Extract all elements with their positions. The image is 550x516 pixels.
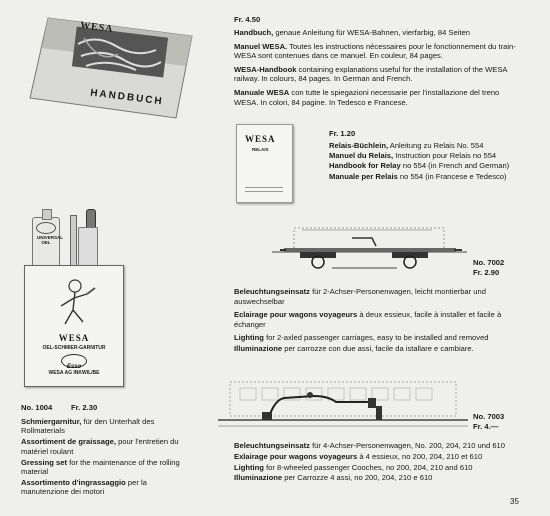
relais-line-de: Relais-Büchlein, Anleitung zu Relais No. 554 xyxy=(329,141,484,150)
oil-tube-text: UNIVERSAL OEL xyxy=(37,235,64,245)
relais-line-fr: Manuel du Relais, Instruction pour Relais no 554 xyxy=(329,151,497,161)
oil-tube-logo xyxy=(36,222,56,234)
item-7003-number: No. 7003 xyxy=(473,412,505,421)
item-1004-number: No. 1004 xyxy=(21,403,53,412)
oil-kit-esso-logo: Esso xyxy=(61,354,87,368)
item-7003-line-de: Beleuchtungseinsatz für 4-Achser-Personenwagen, No. 200, 204, 210 und 610 xyxy=(234,441,505,450)
item-7003-price: Fr. 4.— xyxy=(473,422,499,431)
item-7002-line-en: Lighting for 2-axled passenger carriages, easy to be installed and removed xyxy=(234,333,489,343)
item-1004-line-it: Assortimento d'ingrassaggio per la manutenzione dei motori xyxy=(21,478,147,497)
oil-kit-brand: WESA xyxy=(58,333,90,343)
relais-line-it: Manuale per Relais no 554 (in Francese e Tedesco) xyxy=(329,171,507,181)
relais-description xyxy=(329,141,529,182)
item-7002-line-it: Illuminazione per carrozze con due assi, facile da istallare e cambiare. xyxy=(234,343,474,353)
handbuch-cover-title: HANDBUCH xyxy=(89,87,165,108)
coach-7003-image xyxy=(218,376,468,434)
handbuch-line-en: WESA-Handbook containing explanations useful for the installation of the WESA railway. In colours, 84 pages. In German and French. xyxy=(234,64,508,84)
relais-price: Fr. 1.20 xyxy=(329,129,356,138)
item-7003-line-fr: Exlairage pour wagons voyageurs à 4 essieux, no 200, 204, 210 et 610 xyxy=(234,451,483,461)
item-7003-description xyxy=(234,441,526,484)
oil-kit-figure-icon xyxy=(47,276,101,330)
oil-kit-line1: OEL-SCHMIER-GARNITUR xyxy=(42,345,106,351)
oil-tube-cap xyxy=(42,209,52,220)
relais-booklet-image xyxy=(236,124,293,203)
item-1004-line-en: Gressing set for the maintenance of the rolling material xyxy=(21,457,180,477)
oil-kit-image xyxy=(20,205,130,390)
item-1004-price: Fr. 2.30 xyxy=(71,403,98,412)
page-number: 35 xyxy=(510,497,519,506)
item-7002-line-de: Beleuchtungseinsatz für 2-Achser-Personenwagen, leicht montierbar und auswechselbar xyxy=(234,287,486,306)
wagon-7002-image xyxy=(272,218,467,276)
handbuch-line-de: Handbuch, genaue Anleitung für WESA-Bahnen, vierfarbig, 84 Seiten xyxy=(234,28,470,37)
item-7003-line-en: Lighting for 8-wheeled passenger Cooches, no 200, 204, 210 and 610 xyxy=(234,462,473,472)
handbuch-description xyxy=(234,28,524,111)
oil-kit-box xyxy=(24,265,124,387)
item-1004-line-fr: Assortiment de graissage, pour l'entretien du matériel roulant xyxy=(21,437,179,456)
relais-cover-lines xyxy=(245,187,283,192)
item-1004-description xyxy=(21,417,186,501)
relais-cover-title: RELAIS xyxy=(252,147,269,152)
item-1004-line-de: Schmiergarnitur, für den Unterhalt des Rollmaterials xyxy=(21,417,155,436)
handbuch-image xyxy=(26,14,198,122)
item-7003-line-it: Illuminazione per Carrozze 4 assi, no 200, 204, 210 e 610 xyxy=(234,473,433,483)
relais-cover-brand: WESA xyxy=(245,134,276,144)
handbuch-line-fr: Manuel WESA. Toutes les instructions nécessaires pour le fonctionnement du train-WESA sont contenues dans ce manuel. En couleur, 84 pages. xyxy=(234,41,516,61)
item-7002-line-fr: Eclairage pour wagons voyageurs à deux essieux, facile à installer et facile à échanger xyxy=(234,310,502,329)
handbuch-price: Fr. 4.50 xyxy=(234,15,261,24)
relais-line-en: Handbook for Relay no 554 (in French and German) xyxy=(329,161,510,171)
item-7002-number: No. 7002 xyxy=(473,258,505,267)
handbuch-line-it: Manuale WESA con tutte le spiegazioni necessarie per l'installazione del treno WESA. In colori, 84 pagine. In Tedesco e Francese. xyxy=(234,87,500,107)
oil-kit-line2: WESA AG INKWIL/BE xyxy=(48,370,100,376)
item-7002-description xyxy=(234,287,526,358)
item-7002-price: Fr. 2.90 xyxy=(473,268,500,277)
handbuch-cover-brand: WESA xyxy=(79,20,114,35)
